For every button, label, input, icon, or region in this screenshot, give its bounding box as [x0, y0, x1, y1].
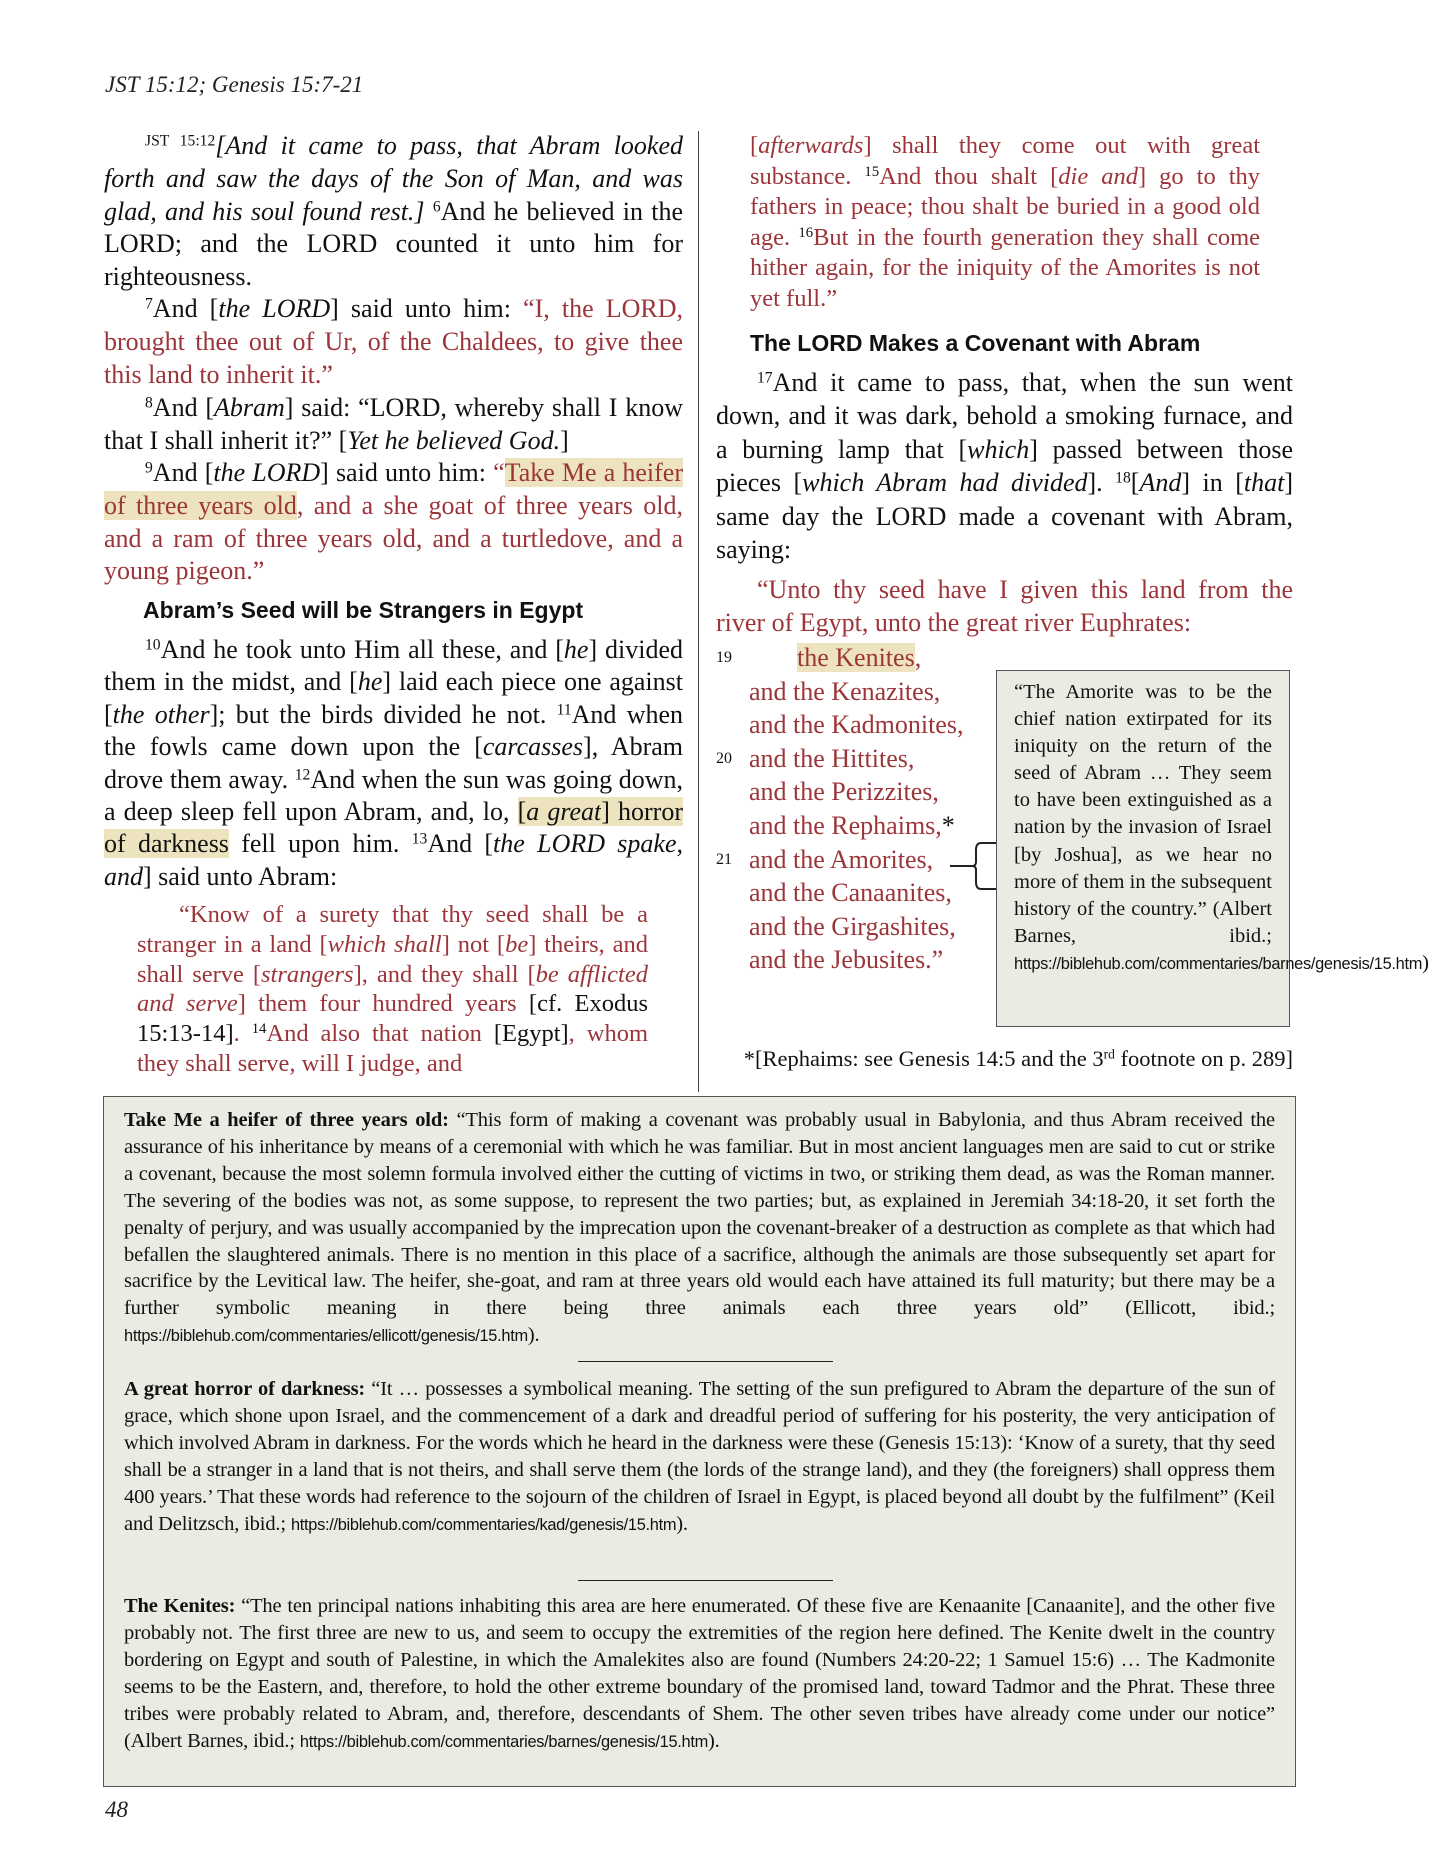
verse-number: 13: [411, 830, 428, 848]
nation-name: and the Jebusites.”: [749, 945, 944, 975]
section-heading-strangers: Abram’s Seed will be Strangers in Egypt: [143, 597, 584, 623]
text-run: ]; but the birds divided he not.: [209, 699, 557, 729]
text-run: And when the sun was going down, a deep sleep fell upon Abram, and, lo,: [104, 764, 683, 827]
verse-number: 9: [145, 459, 153, 477]
running-title: JST 15:12; Genesis 15:7-21: [105, 72, 364, 97]
italic-text-run: he: [563, 635, 589, 664]
text-run: “It … possesses a symbolical meaning. The setting of the sun prefigured to Abram the departure of the sun of grace, which shone upon Israel, and the commencement of a dark and dreadful period of suffering for his posterity, the very anticipation of which involved Abram in darkness. For the words which he heard in the darkness were these (Genesis 15:13): ‘Know of a surety, that thy seed shall be a stranger in a land that is not theirs, and shall serve them (the lords of the strange land), and they (the foreigners) shall oppress them 400 years.’ That these words had reference to the sojourn of the children of Israel in Egypt, is placed beyond all doubt by the fulfilment” (Keil and Delitzsch, ibid.;: [124, 1378, 1276, 1535]
verse-number: 14: [251, 1021, 267, 1038]
nation-name: and the Girgashites,: [749, 911, 956, 941]
highlighted-quote: Take Me a heifer of three years old: [104, 458, 684, 520]
verse-number: 16: [798, 224, 814, 241]
quoted-speech-italic: be afflicted and serve: [137, 960, 648, 1018]
text-run: And he believed in the LORD; and the LORD counted it unto him for righteousness.: [104, 196, 684, 292]
quoted-speech-italic: die and: [1058, 162, 1138, 190]
text-run: fell upon him.: [228, 829, 412, 859]
verse-number: 10: [145, 636, 161, 654]
italic-text-run: which: [967, 434, 1030, 464]
quoted-speech: But in the fourth generation they shall come hither again, for the iniquity of the Amorites is not yet full.”: [750, 223, 1261, 312]
italic-text-run: Abram: [214, 393, 285, 422]
text-run: ] divided them in the midst, and [: [104, 635, 683, 697]
verse-number: 15: [864, 163, 880, 180]
text-run: [: [1130, 468, 1140, 498]
bracket-connector: [945, 838, 1000, 894]
reference-link[interactable]: https://biblehub.com/commentaries/ellicott/genesis/15.htm: [124, 1327, 528, 1346]
nation-name: and the Kadmonites,: [749, 710, 964, 740]
note-kenites: [124, 1593, 1275, 1755]
quoted-speech: ] them four hundred years: [237, 990, 529, 1018]
text-run: ] in [: [1181, 468, 1244, 498]
verse-paragraph-jst-15-12: [104, 130, 683, 294]
verse-paragraph-8: [104, 392, 683, 458]
verse-number: 17: [757, 369, 773, 387]
nation-item: [749, 677, 940, 707]
section-heading-covenant: The LORD Makes a Covenant with Abram: [750, 330, 1201, 356]
nation-name: and the Amorites,: [749, 844, 934, 874]
verse-paragraph-9: [104, 457, 683, 588]
text-run: ], Abram drove them away.: [104, 732, 684, 794]
text-run: ].: [1087, 468, 1116, 498]
italic-text-run: [And it came to pass, that Abram looked forth and saw the days of the Son of Man, and was glad, and his soul found rest.]: [104, 131, 683, 226]
text-run: ] same day the LORD made a covenant with Abram, saying:: [716, 468, 1293, 565]
nation-name: and the Kenazites,: [749, 676, 941, 706]
nation-name: the Kenites: [797, 643, 915, 672]
text-run: [425, 197, 433, 226]
footnote-text-end: footnote on p. 289]: [1114, 1046, 1293, 1071]
text-run: And he took unto Him all these, and [: [160, 635, 564, 664]
note-heifer: [124, 1107, 1275, 1350]
quoted-speech-italic: which shall: [327, 930, 442, 958]
text-run: And [: [427, 829, 494, 859]
verse-number: 19: [716, 649, 732, 666]
quote-block-14-16: [750, 131, 1260, 314]
text-run: “The ten principal nations inhabiting this area are here enumerated. Of these five are Kenaanite [Canaanite], and the other five probably not. The first three are new to us, and seem to occupy the extremities of the region here defined. The Kenite dwelt in the country bordering on Egypt and south of Palestine, in which the Amalekites also are found (Numbers 24:20-22; 1 Samuel 15:6) … The Kadmonite seems to be the Eastern, and, therefore, to hold the other extreme boundary of the promised land, toward Tadmor and the Phrat. These three tribes were probably related to Abram, and, therefore, descendants of Shem. The other seven tribes have already come under our notice” (Albert Barnes, ibid.;: [124, 1595, 1275, 1752]
italic-text-run: which Abram had divided: [802, 468, 1088, 498]
verse-number: 20: [716, 749, 732, 767]
nation-item: [749, 710, 963, 740]
text-run: ] passed between those pieces [: [716, 434, 1293, 498]
verse-number: 7: [145, 295, 153, 313]
quoted-speech: ], and they shall [: [353, 960, 536, 988]
quoted-speech: , and a she goat of three years old, and a ram of three years old, and a turtledove, and a young pigeon.”: [104, 490, 684, 586]
nation-item: [749, 845, 933, 875]
verse-number: 11: [556, 701, 572, 719]
nation-name: and the Perizzites,: [749, 777, 939, 807]
nation-name: and the Canaanites,: [749, 878, 952, 908]
italic-text-run: he: [357, 667, 383, 697]
verse-number: 12: [294, 766, 311, 784]
italic-text-run: the LORD: [213, 458, 321, 487]
text-run: [Egypt]: [493, 1020, 569, 1048]
italic-text-run: the LORD spake, and: [104, 829, 683, 891]
text-run: ).: [707, 1729, 720, 1752]
reference-link[interactable]: https://biblehub.com/commentaries/barnes/genesis/15.htm: [1014, 954, 1423, 973]
nation-item: [749, 912, 956, 942]
text-run: ]: [560, 425, 569, 455]
verse-paragraph-17-18: [716, 366, 1293, 566]
highlighted-text: [: [517, 797, 527, 827]
quoted-speech-italic: be: [505, 930, 529, 958]
rephaims-footnote: [716, 1046, 1293, 1072]
quoted-speech: , whom they shall serve, will I judge, and: [137, 1020, 648, 1077]
verse-paragraph-7: [104, 293, 683, 391]
amorite-commentary-text: [1014, 679, 1429, 978]
quoted-speech: ] theirs, and shall serve [: [137, 930, 649, 988]
quoted-speech: .: [233, 1020, 252, 1048]
footnote-text: [Rephaims: see Genesis 14:5 and the 3: [754, 1046, 1104, 1071]
text-run: And it came to pass, that, when the sun went down, and it was dark, behold a smoking furnace, and a burning lamp that [: [716, 368, 1293, 464]
footnote-star: *: [743, 1046, 755, 1071]
text-run: ).: [676, 1512, 688, 1535]
punctuation: ,: [914, 643, 922, 672]
footnote-marker: *: [941, 811, 955, 840]
verse-number: JST 15:12: [145, 132, 216, 150]
quoted-speech: “Know of a surety that thy seed shall be a stranger in a land [: [137, 901, 648, 958]
text-run: ] said unto him:: [330, 294, 524, 323]
nation-name: and the Hittites,: [749, 743, 915, 773]
promise-quote: [716, 573, 1293, 640]
italic-text-run: And: [1139, 468, 1182, 498]
text-run: And [: [152, 294, 219, 323]
text-run: ).: [527, 1324, 540, 1347]
italic-text-run: carcasses: [482, 732, 584, 762]
text-run: ] said unto him:: [320, 458, 494, 487]
quoted-speech: [: [750, 132, 759, 159]
nation-name: and the Rephaims,: [749, 811, 942, 840]
text-run: ): [1422, 951, 1429, 974]
note-divider: [578, 1580, 833, 1581]
verse-number: 18: [1115, 469, 1131, 487]
reference-link[interactable]: https://biblehub.com/commentaries/barnes/genesis/15.htm: [299, 1732, 708, 1751]
verse-paragraph-10-13: [104, 634, 683, 893]
italic-text-run: the LORD: [218, 294, 331, 323]
quoted-speech-italic: strangers: [261, 960, 354, 988]
note-divider: [578, 1361, 833, 1362]
reference-link[interactable]: https://biblehub.com/commentaries/kad/genesis/15.htm: [290, 1515, 677, 1534]
quoted-speech: “Unto thy seed have I given this land from the river of Egypt, unto the great river Euphrates:: [716, 575, 1293, 638]
text-run: And when the fowls came down upon the [: [104, 699, 684, 762]
italic-text-run: Yet he believed God.: [347, 425, 561, 455]
quoted-speech: “: [493, 458, 505, 487]
verse-number: 8: [145, 394, 153, 412]
column-divider: [698, 131, 699, 1092]
quoted-speech: ] shall they come out with great substance.: [750, 132, 1260, 190]
highlighted-italic-text: a great: [526, 797, 602, 827]
quoted-speech: And thou shalt [: [879, 162, 1059, 190]
highlighted-text: ] horror of darkness: [104, 797, 684, 859]
nation-item: [749, 811, 955, 841]
text-run: ] said unto Abram:: [143, 861, 338, 891]
quoted-speech: ] go to thy fathers in peace; thou shalt be buried in a good old age.: [750, 162, 1261, 251]
nation-item: [749, 744, 914, 774]
italic-text-run: that: [1243, 468, 1285, 498]
verse-number: 21: [716, 850, 732, 868]
text-run: And [: [152, 393, 214, 422]
verse-number: 6: [432, 198, 441, 216]
text-run: ] said: “LORD, whereby shall I know that I shall inherit it?” [: [104, 393, 683, 455]
amorite-commentary-box: [996, 670, 1429, 1027]
footnote-ordinal: rd: [1103, 1046, 1115, 1062]
note-label: Take Me a heifer of three years old:: [124, 1109, 449, 1131]
text-run: And [: [152, 458, 214, 487]
text-run: ] laid each piece one against [: [104, 667, 683, 729]
nation-item: [749, 878, 952, 908]
commentary-notes-box: [103, 1096, 1296, 1787]
text-run: [cf. Exodus 15:13-14]: [137, 990, 648, 1048]
quoted-speech: “I, the LORD, brought thee out of Ur, of the Chaldees, to give thee this land to inherit it.”: [104, 294, 683, 389]
quote-block-13-14: [137, 900, 648, 1079]
nation-item: [749, 777, 939, 807]
note-label: The Kenites:: [124, 1595, 236, 1617]
text-run: “The Amorite was to be the chief nation extirpated for its iniquity on the return of the seed of Abram … They seem to have been extinguished as a nation by the invasion of Israel [by Joshua], as we hear no more of them in the subsequent history of the country.” (Albert Barnes, ibid.;: [1014, 681, 1272, 947]
quoted-speech: ] not [: [441, 930, 506, 958]
note-label: A great horror of darkness:: [124, 1378, 366, 1400]
page-number: 48: [105, 1797, 128, 1822]
nation-item: [749, 945, 943, 975]
text-run: “This form of making a covenant was probably usual in Babylonia, and thus Abram received the assurance of his inheritance by means of a ceremonial with which he was familiar. But in most ancient languages men are said to cut or strike a covenant, because the most solemn formula involved either the cutting of victims in two, or striking them dead, as was the Roman manner. The severing of the bodies was not, as some suppose, to represent the two parties; but, as explained in Jeremiah 34:18-20, it set forth the penalty of perjury, and was usually accompanied by the imprecation upon the covenant-breaker of a destruction as complete as that which had befallen the slaughtered animals. There is no mention in this place of a sacrifice, although the animals are those subsequently set apart for sacrifice by the Levitical law. The heifer, she-goat, and ram at three years old would each have attained its full maturity; but there may be a further symbolic meaning in there being three animals each three years old” (Ellicott, ibid.;: [124, 1109, 1275, 1320]
quoted-speech: And also that nation: [266, 1020, 494, 1048]
note-horror-of-darkness: [124, 1376, 1275, 1538]
quoted-speech-italic: afterwards: [758, 132, 864, 159]
italic-text-run: the other: [112, 699, 210, 729]
nation-item: [797, 643, 921, 673]
